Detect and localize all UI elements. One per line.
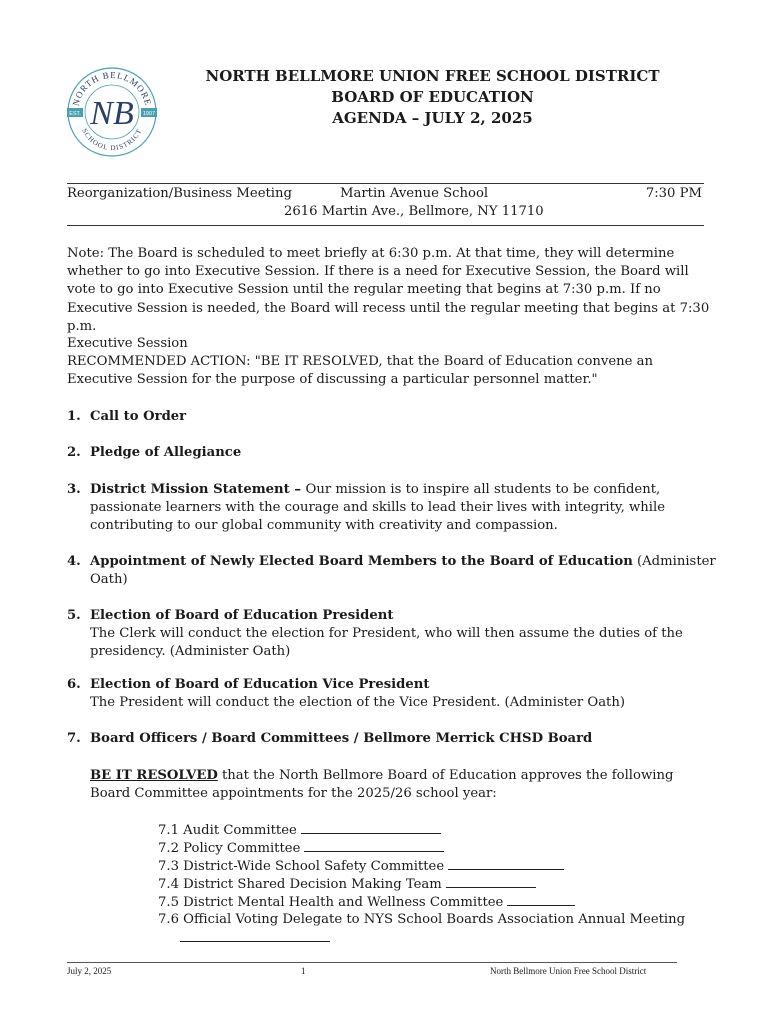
note-paragraph: Note: The Board is scheduled to meet briefly at 6:30 p.m. At that time, they will determine whether to go into Executive Session. If there is a need for Executive Session, the Board will vote to go into Executive Session until the regular meeting that begins at 7:30 p.m. If no Executive Session is needed, the Board will recess until the regular meeting that begins at 7:30 p.m.	[67, 246, 710, 334]
document-header	[180, 66, 685, 129]
footer-organization: North Bellmore Union Free School District	[490, 966, 647, 976]
district-logo	[66, 66, 158, 158]
meeting-address: 2616 Martin Ave., Bellmore, NY 11710	[284, 204, 544, 219]
meeting-type: Reorganization/Business Meeting	[67, 186, 292, 201]
agenda-item	[67, 730, 717, 748]
agenda-item	[67, 676, 717, 712]
agenda-title: AGENDA – JULY 2, 2025	[332, 109, 533, 127]
item-text: Our mission is to inspire all students to be confident, passionate learners with the courage and skills to lead their lives with integrity, while contributing to our global community with creativity and compassion.	[90, 482, 666, 534]
logo-est-text: EST.	[69, 111, 81, 117]
meeting-divider	[67, 225, 704, 226]
item-number: 1.	[67, 409, 81, 424]
item-text: The President will conduct the election of the Vice President. (Administer Oath)	[90, 695, 625, 711]
footer-divider	[67, 962, 677, 963]
logo-bottom-text: SCHOOL DISTRICT	[80, 127, 144, 153]
item-number: 4.	[67, 554, 81, 569]
meeting-location: Martin Avenue School	[340, 186, 489, 201]
board-name: BOARD OF EDUCATION	[331, 88, 534, 106]
footer-date: July 2, 2025	[67, 966, 112, 976]
item-number: 5.	[67, 608, 81, 623]
district-name: NORTH BELLMORE UNION FREE SCHOOL DISTRICT	[205, 67, 660, 85]
signature-blank[interactable]	[507, 893, 575, 906]
item-text: (Administer Oath)	[90, 554, 716, 588]
committee-line: 7.1 Audit Committee	[158, 821, 441, 840]
committee-line: 7.4 District Shared Decision Making Team	[158, 875, 536, 894]
signature-blank[interactable]	[180, 929, 330, 942]
item-number: 3.	[67, 482, 81, 497]
executive-session	[67, 335, 717, 390]
footer-page-number: 1	[301, 966, 306, 976]
executive-title: Executive Session	[67, 336, 188, 351]
agenda-item	[67, 607, 717, 662]
committee-line: 7.2 Policy Committee	[158, 839, 444, 858]
item-title: District Mission Statement –	[90, 482, 306, 497]
item-title: Board Officers / Board Committees / Bellmore Merrick CHSD Board	[90, 731, 593, 746]
resolution-text: that the North Bellmore Board of Education approves the following Board Committee appointments for the 2025/26 school year:	[90, 768, 674, 802]
item-title: Pledge of Allegiance	[90, 445, 242, 460]
meeting-info	[67, 186, 704, 222]
logo-top-text: NORTH BELLMORE	[70, 69, 154, 107]
agenda-item	[67, 444, 717, 462]
committee-delegate-blank	[180, 929, 330, 948]
meeting-time: 7:30 PM	[645, 186, 702, 201]
item-text: The Clerk will conduct the election for President, who will then assume the duties of the presidency. (Administer Oath)	[90, 626, 683, 660]
agenda-item	[67, 553, 717, 589]
header-divider	[67, 183, 704, 184]
item-number: 7.	[67, 731, 81, 746]
agenda-item	[67, 408, 717, 426]
executive-action: RECOMMENDED ACTION: "BE IT RESOLVED, that the Board of Education convene an Executive Session for the purpose of discussing a particular personnel matter."	[67, 354, 653, 388]
logo-year-text: 1907	[142, 111, 156, 117]
resolution-paragraph	[67, 767, 717, 803]
logo-monogram: NB	[90, 95, 134, 132]
item-title: Call to Order	[90, 409, 187, 424]
signature-blank[interactable]	[301, 821, 441, 834]
committee-line: 7.6 Official Voting Delegate to NYS School Boards Association Annual Meeting	[158, 912, 686, 927]
item-title: Election of Board of Education President	[90, 608, 394, 623]
agenda-item	[67, 481, 717, 536]
item-title: Election of Board of Education Vice President	[90, 677, 430, 692]
item-title: Appointment of Newly Elected Board Members to the Board of Education	[90, 554, 633, 569]
committee-line: 7.5 District Mental Health and Wellness Committee	[158, 893, 575, 912]
signature-blank[interactable]	[446, 875, 536, 888]
signature-blank[interactable]	[448, 857, 564, 870]
item-number: 2.	[67, 445, 81, 460]
resolution-lead: BE IT RESOLVED	[90, 768, 218, 783]
committee-line: 7.3 District-Wide School Safety Committee	[158, 857, 564, 876]
signature-blank[interactable]	[304, 839, 444, 852]
item-number: 6.	[67, 677, 81, 692]
